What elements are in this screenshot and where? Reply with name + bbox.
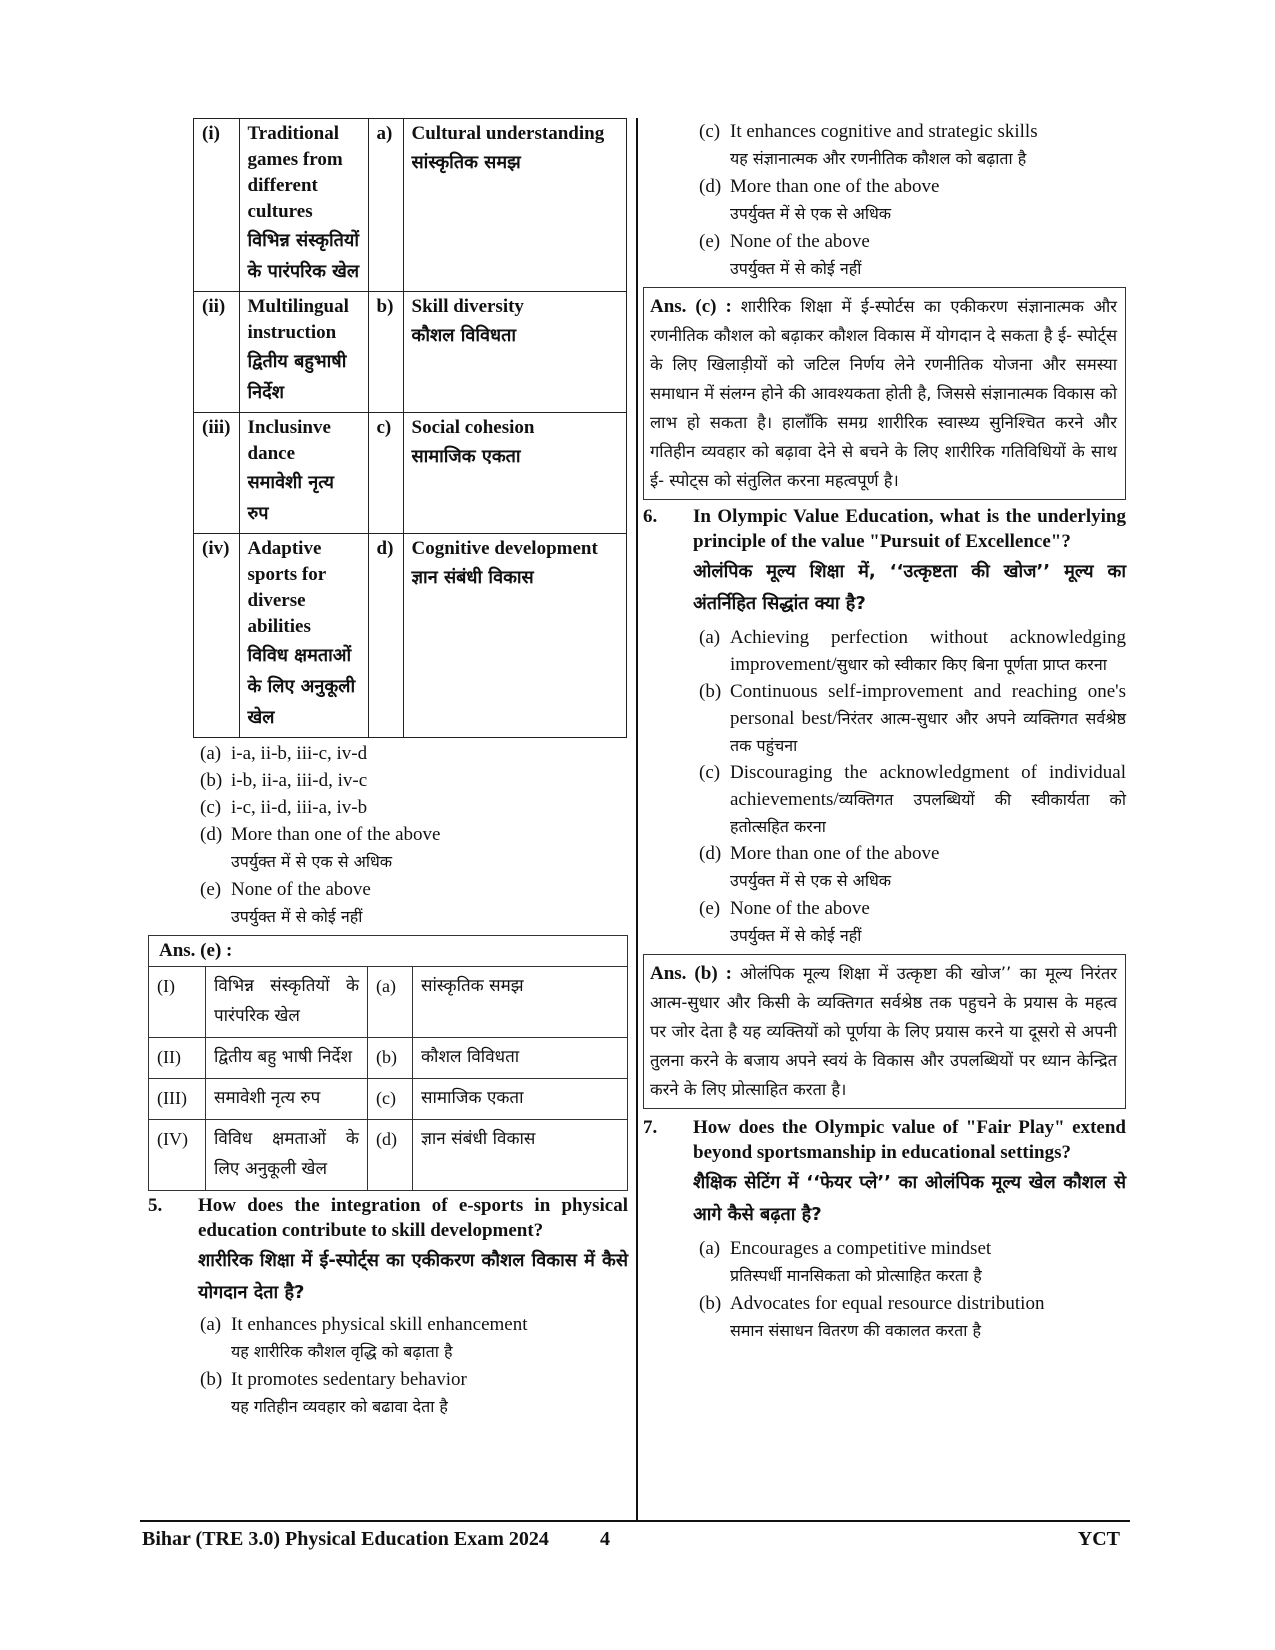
option-text-hi: उपर्युक्त में से एक से अधिक [231, 852, 393, 871]
right-column [643, 118, 1126, 1349]
match-row [194, 534, 627, 738]
option-label: (a) [200, 1314, 222, 1335]
option-text: i-c, ii-d, iii-a, iv-b [231, 797, 368, 818]
page-footer [140, 1520, 1130, 1552]
option-label: (d) [699, 843, 722, 864]
option [699, 624, 1126, 678]
option-text [231, 1311, 628, 1366]
match-term-hi: समावेशी नृत्य रुप [247, 472, 334, 524]
option-label: (b) [699, 681, 722, 702]
option-text-hi: उपर्युक्त में से एक से अधिक [730, 871, 892, 890]
answer-row-number: (I) [149, 967, 206, 1038]
option-text-en: More than one of the above [730, 176, 940, 197]
match-value-hi: कौशल विविधता [411, 325, 517, 346]
question-number: 7. [643, 1117, 658, 1138]
option [200, 1311, 628, 1366]
option [699, 1290, 1126, 1345]
answer-letter: (d) [368, 1120, 413, 1191]
option-text-hi: यह संज्ञानात्मक और रणनीतिक कौशल को बढ़ाता है [730, 149, 1027, 168]
q4-answer-box [148, 935, 628, 1191]
option-text-hi: समान संसाधन वितरण की वकालत करता है [730, 1321, 982, 1340]
answer-letter: (b) [368, 1038, 413, 1079]
answer-label: Ans. (b) : [650, 963, 732, 984]
answer-row [149, 1079, 627, 1120]
option-text-hi: व्यक्तिगत उपलब्धियों की स्वीकार्यता को हतोत्सहित करना [730, 790, 1126, 836]
match-letter: c) [368, 413, 403, 534]
q5-options-part2 [699, 118, 1126, 283]
answer-letter: (a) [368, 967, 413, 1038]
option-label: (c) [200, 797, 222, 818]
option-label: (d) [200, 824, 223, 845]
option [699, 118, 1126, 173]
q5-answer-box [643, 287, 1126, 500]
answer-row-number: (II) [149, 1038, 206, 1079]
match-letter: a) [368, 119, 403, 292]
q6-options [699, 624, 1126, 950]
option-text [730, 624, 1126, 678]
option [200, 876, 628, 931]
option-label: (a) [699, 627, 721, 648]
left-column [148, 118, 628, 1421]
option-text-hi: उपर्युक्त में से कोई नहीं [231, 907, 363, 926]
option-text [730, 895, 1126, 950]
answer-match: सामाजिक एकता [413, 1079, 628, 1120]
match-term-en: Inclusinve dance [247, 417, 331, 464]
option-text [730, 840, 1126, 895]
question-text-hi: ओलंपिक मूल्य शिक्षा में, ‘‘उत्कृष्टता की खोज’’ मूल्य का अंतर्निहित सिद्धांत क्या है? [693, 561, 1126, 614]
answer-term: द्वितीय बहु भाषी निर्देश [206, 1038, 368, 1079]
option-label: (b) [699, 1293, 722, 1314]
answer-table [149, 967, 627, 1190]
match-letter: b) [368, 292, 403, 413]
option-text-en: Achieving perfection without acknowledging improvement/ [730, 627, 1126, 675]
option [699, 173, 1126, 228]
q5-options-part1 [200, 1311, 628, 1421]
match-table [193, 118, 627, 738]
match-term-en: Multilingual instruction [247, 296, 349, 343]
option-text-hi: निरंतर आत्म-सुधार और अपने व्यक्तिगत सर्वश्रेष्ठ तक पहुंचना [730, 709, 1126, 755]
page-number: 4 [600, 1528, 610, 1550]
match-row-number: (iv) [194, 534, 240, 738]
answer-row [149, 1038, 627, 1079]
option-text-en: Discouraging the acknowledgment of individual achievements/ [730, 762, 1126, 810]
footer-exam-title: Bihar (TRE 3.0) Physical Education Exam 2024 [142, 1528, 549, 1550]
option-text-hi: सुधार को स्वीकार किए बिना पूर्णता प्राप्त करना [836, 655, 1107, 674]
option-text [730, 118, 1126, 173]
match-row [194, 292, 627, 413]
option-text [231, 876, 628, 931]
answer-letter: (c) [368, 1079, 413, 1120]
option-text-en: More than one of the above [231, 824, 441, 845]
option [699, 678, 1126, 759]
option-text-en: It promotes sedentary behavior [231, 1369, 467, 1390]
match-value-en: Social cohesion [411, 417, 535, 438]
option [699, 228, 1126, 283]
answer-label: Ans. (c) : [650, 296, 732, 317]
option-label: (d) [699, 176, 722, 197]
match-term [239, 119, 368, 292]
match-value-en: Cultural understanding [411, 123, 605, 144]
option-label: (e) [699, 231, 721, 252]
question-text [693, 1115, 1126, 1231]
option-text [730, 228, 1126, 283]
option [699, 1235, 1126, 1290]
match-value-en: Cognitive development [411, 538, 598, 559]
match-value-hi: सामाजिक एकता [411, 446, 521, 467]
answer-explanation: शारीरिक शिक्षा में ई-स्पोर्टस का एकीकरण संज्ञानात्मक और रणनीतिक कौशल को बढ़ाकर कौशल विकास में योगदान दे सकता है ई- स्पोर्ट्स के लिए खिलाड़ीयों को जटिल निर्णय लेने रणनीतिक योजना और समस्या समाधान में संलग्न होने की आवश्यकता होती है, जिससे संज्ञानात्मक विकास को लाभ हो सकता है। हालाँकि समग्र शारीरिक स्वास्थ्य सुनिश्चित करने और गतिहीन व्यवहार को बढ़ावा देने से बचने के लिए शारीरिक गतिविधियों के साथ ई- स्पोट्स को संतुलित करना महत्वपूर्ण है। [650, 297, 1117, 490]
option-text-en: More than one of the above [730, 843, 940, 864]
option [699, 759, 1126, 840]
option-text-hi: उपर्युक्त में से कोई नहीं [730, 259, 862, 278]
answer-match: ज्ञान संबंधी विकास [413, 1120, 628, 1191]
question-text-en: In Olympic Value Education, what is the underlying principle of the value "Pursuit of Excellence"? [693, 506, 1126, 552]
option-label: (b) [200, 1369, 223, 1390]
column-divider [636, 118, 638, 1521]
option-text-en: None of the above [730, 231, 870, 252]
match-term [239, 413, 368, 534]
option [200, 821, 628, 876]
option-text-en: Continuous self-improvement and reaching one's personal best/ [730, 681, 1126, 729]
option-text-hi: प्रतिस्पर्धी मानसिकता को प्रोत्साहित करता है [730, 1266, 982, 1285]
match-value [403, 292, 627, 413]
option-text-en: None of the above [730, 898, 870, 919]
match-value [403, 119, 627, 292]
match-value-hi: ज्ञान संबंधी विकास [411, 567, 534, 588]
question-5 [148, 1193, 628, 1309]
option-text [730, 678, 1126, 759]
question-text [693, 504, 1126, 620]
question-number: 6. [643, 506, 658, 527]
answer-explanation: ओलंपिक मूल्य शिक्षा में उत्कृष्टा की खोज’’ का मूल्य निरंतर आत्म-सुधार और किसी के व्यक्तिगत सर्वश्रेष्ठ तक पहुचने के प्रयास के महत्व पर जोर देता है यह व्यक्तियों को पूर्णया के लिए प्रयास करने या दूसरो से अपनी तुलना करने के बजाय अपने स्वयं के विकास और उपलब्धियों पर ध्यान केन्द्रित करने के लिए प्रोत्साहित करता है। [650, 964, 1118, 1099]
option-text-en: None of the above [231, 879, 371, 900]
option-label: (c) [699, 762, 721, 783]
option-text-en: It enhances physical skill enhancement [231, 1314, 528, 1335]
answer-label: Ans. (e) : [149, 936, 627, 967]
option-text [730, 173, 1126, 228]
question-number: 5. [148, 1195, 163, 1216]
answer-match: कौशल विविधता [413, 1038, 628, 1079]
option-text-en: It enhances cognitive and strategic skills [730, 121, 1038, 142]
option-text-hi: यह शारीरिक कौशल वृद्धि को बढ़ाता है [231, 1342, 453, 1361]
match-value-en: Skill diversity [411, 296, 524, 317]
option [200, 794, 628, 821]
q4-options [200, 740, 628, 931]
option-label: (e) [200, 879, 222, 900]
question-text-hi: शारीरिक शिक्षा में ई-स्पोर्ट्स का एकीकरण कौशल विकास में कैसे योगदान देता है? [198, 1250, 628, 1303]
match-term-hi: विभिन्न संस्कृतियों के पारंपरिक खेल [247, 230, 360, 282]
option-text-en: Advocates for equal resource distribution [730, 1293, 1045, 1314]
match-row [194, 119, 627, 292]
q7-options [699, 1235, 1126, 1345]
option-label: (a) [699, 1238, 721, 1259]
option-label: (b) [200, 770, 223, 791]
option-label: (a) [200, 743, 222, 764]
answer-match: सांस्कृतिक समझ [413, 967, 628, 1038]
option-text [231, 1366, 628, 1421]
answer-row-number: (IV) [149, 1120, 206, 1191]
option [699, 840, 1126, 895]
option-text [730, 1290, 1126, 1345]
match-term-hi: द्वितीय बहुभाषी निर्देश [247, 351, 347, 403]
option [699, 895, 1126, 950]
match-term-hi: विविध क्षमताओं के लिए अनुकूली खेल [247, 645, 356, 728]
option-text [231, 821, 628, 876]
option-text-hi: उपर्युक्त में से एक से अधिक [730, 204, 892, 223]
answer-term: विभिन्न संस्कृतियों के पारंपरिक खेल [206, 967, 368, 1038]
question-text [198, 1193, 628, 1309]
option-label: (c) [699, 121, 721, 142]
match-value-hi: सांस्कृतिक समझ [411, 152, 521, 173]
match-term [239, 292, 368, 413]
answer-row [149, 1120, 627, 1191]
option-text-hi: यह गतिहीन व्यवहार को बढावा देता है [231, 1397, 448, 1416]
option-text [730, 1235, 1126, 1290]
answer-row [149, 967, 627, 1038]
question-text-en: How does the integration of e-sports in physical education contribute to skill development? [198, 1195, 628, 1241]
option-text: i-a, ii-b, iii-c, iv-d [231, 743, 368, 764]
option-text: i-b, ii-a, iii-d, iv-c [231, 770, 368, 791]
option-text-hi: उपर्युक्त में से कोई नहीं [730, 926, 862, 945]
match-term-en: Adaptive sports for diverse abilities [247, 538, 326, 637]
option [200, 740, 628, 767]
match-value [403, 534, 627, 738]
match-letter: d) [368, 534, 403, 738]
question-text-en: How does the Olympic value of "Fair Play" extend beyond sportsmanship in educational settings? [693, 1117, 1126, 1163]
match-row-number: (iii) [194, 413, 240, 534]
match-row-number: (i) [194, 119, 240, 292]
q6-answer-box [643, 954, 1126, 1109]
question-text-hi: शैक्षिक सेटिंग में ‘‘फेयर प्ले’’ का ओलंपिक मूल्य खेल कौशल से आगे कैसे बढ़ता है? [693, 1172, 1126, 1225]
answer-row-number: (III) [149, 1079, 206, 1120]
match-value [403, 413, 627, 534]
option [200, 767, 628, 794]
footer-publisher: YCT [1077, 1528, 1120, 1550]
question-7 [643, 1115, 1126, 1231]
match-term [239, 534, 368, 738]
match-row-number: (ii) [194, 292, 240, 413]
question-6 [643, 504, 1126, 620]
option-text-en: Encourages a competitive mindset [730, 1238, 992, 1259]
option-text [730, 759, 1126, 840]
answer-term: विविध क्षमताओं के लिए अनुकूली खेल [206, 1120, 368, 1191]
answer-term: समावेशी नृत्य रुप [206, 1079, 368, 1120]
option-label: (e) [699, 898, 721, 919]
match-term-en: Traditional games from different cultures [247, 123, 343, 222]
match-row [194, 413, 627, 534]
option [200, 1366, 628, 1421]
